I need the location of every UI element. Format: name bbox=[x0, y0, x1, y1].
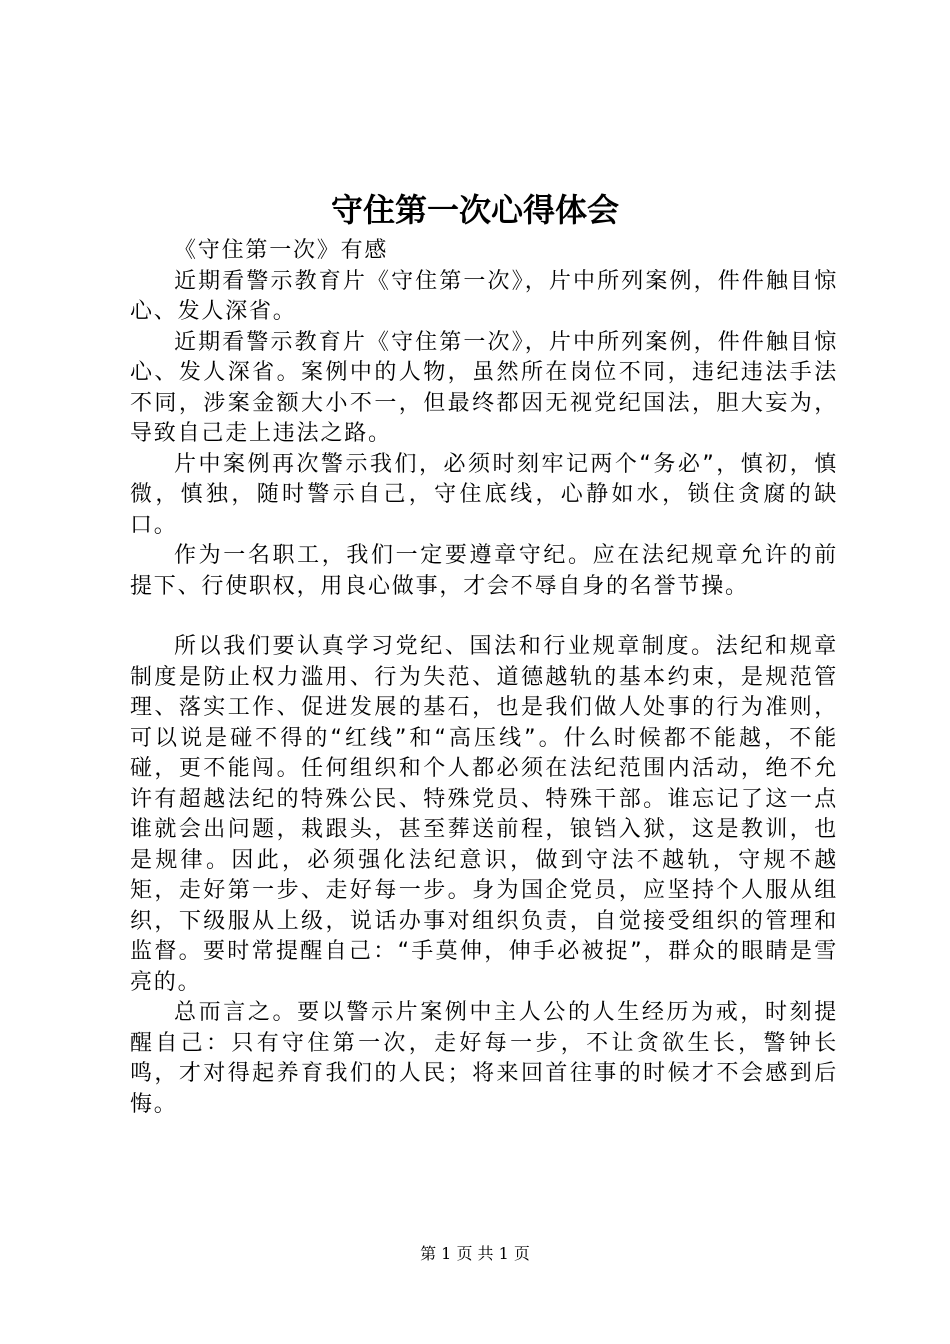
body-paragraph: 近期看警示教育片《守住第一次》，片中所列案例，件件触目惊心、发人深省。案例中的人物，虽然所在岗位不同，违纪违法手法不同，涉案金额大小不一，但最终都因无视党纪国法，胆大妄为，导致自己走上违法之路。 bbox=[130, 329, 838, 446]
body-paragraph: 所以我们要认真学习党纪、国法和行业规章制度。法纪和规章制度是防止权力滥用、行为失范、道德越轨的基本约束，是规范管理、落实工作、促进发展的基石，也是我们做人处事的行为准则，可以说是碰不得的“红线”和“高压线”。什么时候都不能越，不能碰，更不能闯。任何组织和个人都必须在法纪范围内活动，绝不允许有超越法纪的特殊公民、特殊党员、特殊干部。谁忘记了这一点谁就会出问题，栽跟头，甚至葬送前程，锒铛入狱，这是教训，也是规律。因此，必须强化法纪意识，做到守法不越轨，守规不越矩，走好第一步、走好每一步。身为国企党员，应坚持个人服从组织，下级服从上级，说话办事对组织负责，自觉接受组织的管理和监督。要时常提醒自己：“手莫伸，伸手必被捉”，群众的眼睛是雪亮的。 bbox=[130, 634, 838, 995]
subtitle-paragraph: 《守住第一次》有感 bbox=[174, 238, 389, 263]
page-footer: 第 1 页 共 1 页 bbox=[420, 1244, 530, 1263]
body-paragraph: 片中案例再次警示我们，必须时刻牢记两个“务必”，慎初，慎微，慎独，随时警示自己，守住底线，心静如水，锁住贪腐的缺口。 bbox=[130, 451, 838, 538]
body-paragraph: 作为一名职工，我们一定要遵章守纪。应在法纪规章允许的前提下、行使职权，用良心做事，才会不辱自身的名誉节操。 bbox=[130, 543, 838, 599]
body-paragraph: 近期看警示教育片《守住第一次》，片中所列案例，件件触目惊心、发人深省。 bbox=[130, 268, 838, 324]
body-paragraph: 总而言之。要以警示片案例中主人公的人生经历为戒，时刻提醒自己：只有守住第一次，走好每一步，不让贪欲生长，警钟长鸣，才对得起养育我们的人民；将来回首往事的时候才不会感到后悔。 bbox=[130, 1000, 838, 1117]
document-title: 守住第一次心得体会 bbox=[330, 191, 619, 229]
document-body bbox=[130, 236, 838, 1120]
